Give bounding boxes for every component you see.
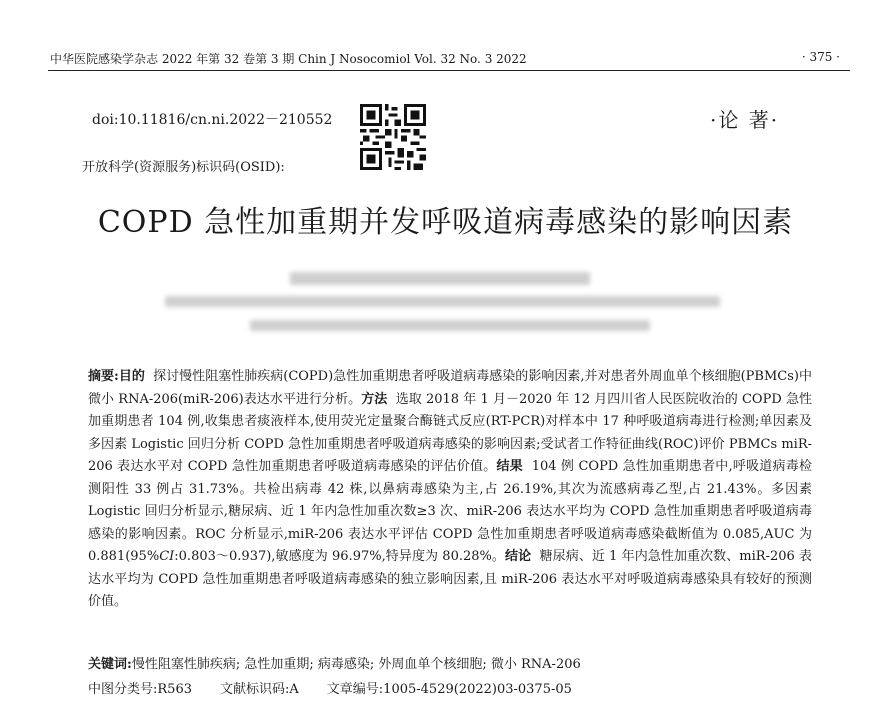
results-label: 结果 <box>496 459 523 474</box>
column-type: ·论 著· <box>710 108 780 132</box>
journal-info: 中华医院感染学杂志 2022 年第 32 卷第 3 期 Chin J Nosocomiol Vol. 32 No. 3 2022 <box>50 52 527 66</box>
objective-text: 探讨慢性阻塞性肺疾病(COPD)急性加重期患者呼吸道病毒感染的影响因素,并对患者外周血单个核细胞(PBMCs)中微小 RNA-206(miR-206)表达水平进行分析。 <box>88 369 812 407</box>
results-text: 104 例 COPD 急性加重期患者中,呼吸道病毒检测阳性 33 例占 31.73%。共检出病毒 42 株,以鼻病毒感染为主,占 26.19%,其次为流感病毒乙型,占 21.43%。多因素 Logistic 回归分析显示,糖尿病、近 1 年内急性加重次数≥3 次、miR-206 表达水平均为 COPD 急性加重期患者呼吸道病毒感染的影响因素。ROC 分析显示,miR-206 表达水平评估 COPD 急性加重期患者呼吸道病毒感染截断值为 0.085,AUC 为 0.881(95% <box>88 459 812 564</box>
doc-code-label: 文献标识码: <box>220 682 290 697</box>
page-number: · 375 · <box>801 50 840 64</box>
article-title: COPD 急性加重期并发呼吸道病毒感染的影响因素 <box>97 205 794 240</box>
classification-line <box>88 678 572 697</box>
objective-label: 目的 <box>118 369 145 384</box>
header-divider <box>48 70 850 71</box>
qr-code-icon <box>360 104 426 170</box>
ci-label: CI <box>159 549 175 564</box>
redacted-affiliation-2 <box>250 320 650 331</box>
running-header <box>50 50 840 66</box>
conclusion-text: 糖尿病、近 1 年内急性加重次数、miR-206 表达水平均为 COPD 急性加重期患者呼吸道病毒感染的独立影响因素,且 miR-206 表达水平对呼吸道病毒感染具有较好的预测价值。 <box>88 549 812 609</box>
redacted-affiliation-1 <box>165 296 720 307</box>
keywords-label: 关键词: <box>88 657 132 672</box>
keywords-line <box>88 653 581 672</box>
results-text-2: :0.803～0.937),敏感度为 96.97%,特异度为 80.28%。 <box>174 549 506 564</box>
osid-label: 开放科学(资源服务)标识码(OSID): <box>82 160 285 175</box>
clc-value: R563 <box>157 682 192 697</box>
keywords: 慢性阻塞性肺疾病; 急性加重期; 病毒感染; 外周血单个核细胞; 微小 RNA-206 <box>131 657 581 672</box>
doc-code-value: A <box>289 682 299 697</box>
methods-label: 方法 <box>361 391 388 407</box>
methods-text: 选取 2018 年 1 月－2020 年 12 月四川省人民医院收治的 COPD 急性加重期患者 104 例,收集患者痰液样本,使用荧光定量聚合酶链式反应(RT-PCR)对样本中 17 种呼吸道病毒进行检测;单因素及多因素 Logistic 回归分析 COPD 急性加重期患者呼吸道病毒感染的影响因素;受试者工作特征曲线(ROC)评价 PBMCs miR-206 表达水平对 COPD 急性加重期患者呼吸道病毒感染的评估价值。 <box>88 391 812 474</box>
abstract <box>88 366 812 614</box>
doi[interactable]: doi:10.11816/cn.ni.2022－210552 <box>92 112 333 128</box>
article-no-value: 1005-4529(2022)03-0375-05 <box>383 682 572 697</box>
clc-label: 中图分类号: <box>88 682 158 697</box>
conclusion-label: 结论 <box>505 549 532 564</box>
redacted-authors <box>290 272 590 285</box>
abstract-label: 摘要: <box>88 369 119 384</box>
article-no-label: 文章编号: <box>326 682 384 697</box>
